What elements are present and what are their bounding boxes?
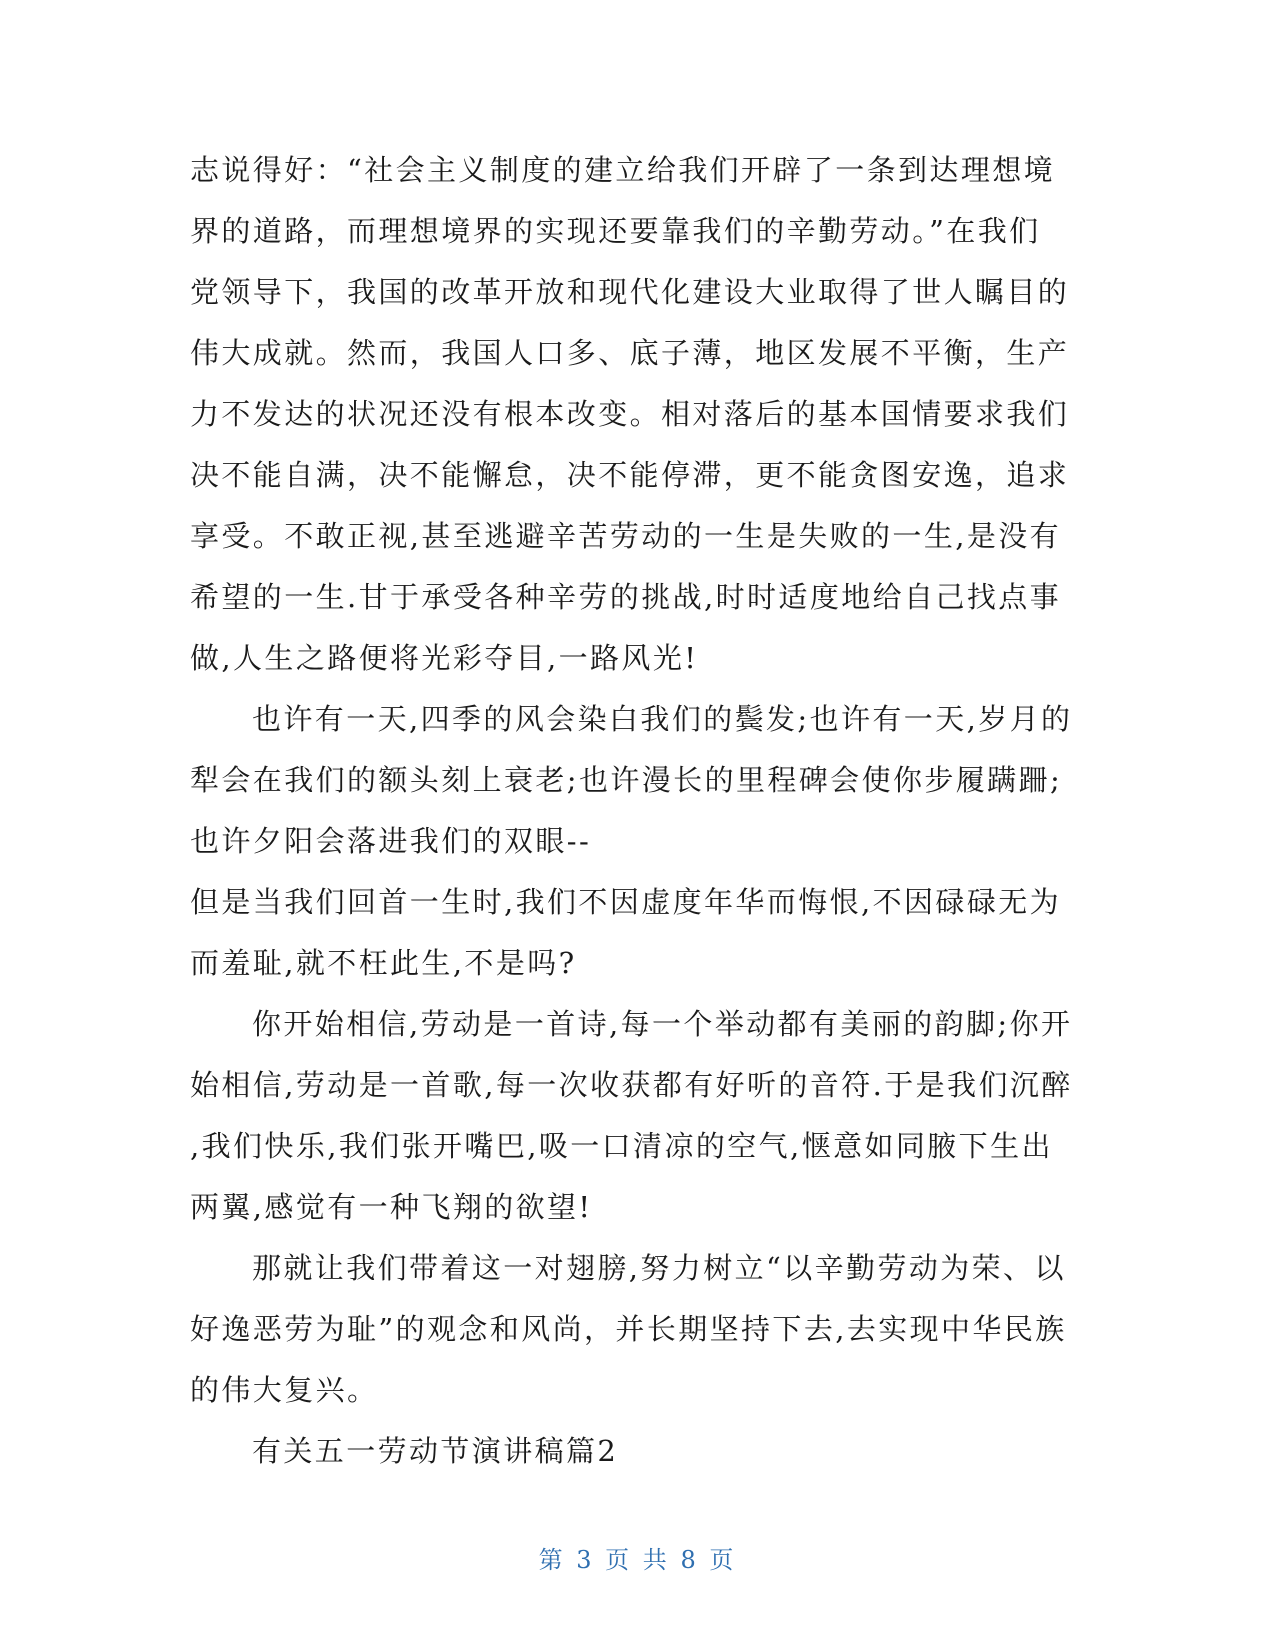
page-number-footer: 第 3 页 共 8 页 — [538, 1546, 737, 1574]
text-line: 决不能自满，决不能懈怠，决不能停滞，更不能贪图安逸，追求 — [190, 458, 1070, 492]
text-line: 那就让我们带着这一对翅膀,努力树立“以辛勤劳动为荣、以 — [252, 1251, 1066, 1285]
document-body — [190, 140, 1080, 1482]
text-line: 伟大成就。然而，我国人口多、底子薄，地区发展不平衡，生产 — [190, 336, 1070, 370]
text-line: 两翼,感觉有一种飞翔的欲望! — [190, 1190, 593, 1224]
text-line: 始相信,劳动是一首歌,每一次收获都有好听的音符.于是我们沉醉 — [190, 1068, 1073, 1102]
text-line: 的伟大复兴。 — [190, 1373, 379, 1407]
text-line: 享受。不敢正视,甚至逃避辛苦劳动的一生是失败的一生,是没有 — [190, 519, 1062, 553]
text-line: 界的道路，而理想境界的实现还要靠我们的辛勤劳动。”在我们 — [190, 214, 1041, 248]
text-line: 也许夕阳会落进我们的双眼-- — [190, 824, 592, 858]
text-line: 力不发达的状况还没有根本改变。相对落后的基本国情要求我们 — [190, 397, 1070, 431]
text-line: 也许有一天,四季的风会染白我们的鬓发;也许有一天,岁月的 — [252, 702, 1073, 736]
text-line: ,我们快乐,我们张开嘴巴,吸一口清凉的空气,惬意如同腋下生出 — [190, 1129, 1053, 1163]
text-line: 而羞耻,就不枉此生,不是吗? — [190, 946, 577, 980]
text-line: 党领导下，我国的改革开放和现代化建设大业取得了世人瞩目的 — [190, 275, 1070, 309]
text-line: 犁会在我们的额头刻上衰老;也许漫长的里程碑会使你步履蹒跚; — [190, 763, 1063, 797]
text-line: 你开始相信,劳动是一首诗,每一个举动都有美丽的韵脚;你开 — [252, 1007, 1073, 1041]
text-line: 但是当我们回首一生时,我们不因虚度年华而悔恨,不因碌碌无为 — [190, 885, 1062, 919]
text-line: 希望的一生.甘于承受各种辛劳的挑战,时时适度地给自己找点事 — [190, 580, 1062, 614]
text-line: 好逸恶劳为耻”的观念和风尚，并长期坚持下去,去实现中华民族 — [190, 1312, 1067, 1346]
text-line: 志说得好：“社会主义制度的建立给我们开辟了一条到达理想境 — [190, 153, 1056, 187]
section-heading: 有关五一劳动节演讲稿篇2 — [252, 1434, 619, 1468]
text-line: 做,人生之路便将光彩夺目,一路风光! — [190, 641, 699, 675]
